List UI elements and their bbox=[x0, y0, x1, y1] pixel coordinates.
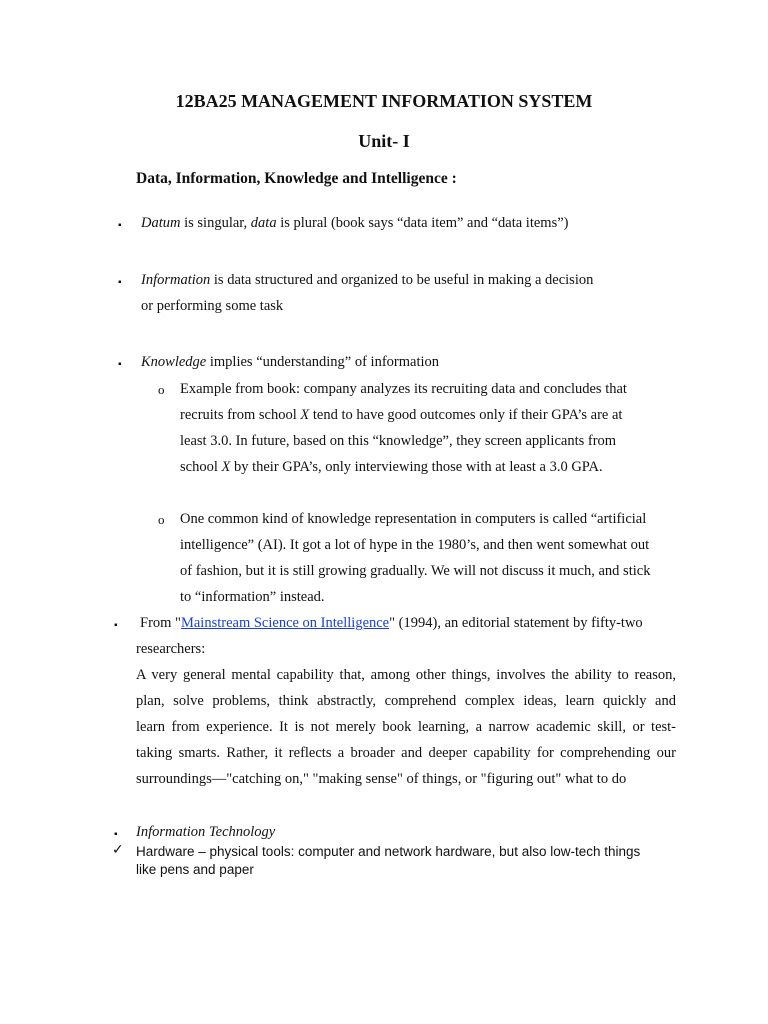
quote-line-3: learn from experience. It is not merely book learning, a narrow academic skill, or test- bbox=[136, 719, 676, 735]
quote-line-5: surroundings—"catching on," "making sense" of things, or "figuring out" what to do bbox=[136, 771, 627, 787]
square-bullet-icon: ▪ bbox=[118, 277, 122, 288]
bullet-information: Information is data structured and organized to be useful in making a decision bbox=[141, 272, 594, 288]
term-data: data bbox=[250, 215, 277, 231]
bullet-intelligence: From "Mainstream Science on Intelligence" (1994), an editorial statement by fifty-two bbox=[140, 615, 643, 631]
bullet-knowledge: Knowledge implies “understanding” of information bbox=[141, 354, 440, 370]
bullet-information-line2: or performing some task bbox=[141, 298, 284, 314]
sub-bullet-ai-line2: intelligence” (AI). It got a lot of hype in the 1980’s, and then went somewhat out bbox=[180, 537, 650, 553]
quote-line-4: taking smarts. Rather, it reflects a broader and deeper capability for comprehending our bbox=[136, 745, 676, 761]
term-information: Information bbox=[141, 272, 211, 288]
sub-bullet-example-line3: least 3.0. In future, based on this “knowledge”, they screen applicants from bbox=[180, 433, 617, 449]
sub-bullet-example-line1: Example from book: company analyzes its recruiting data and concludes that bbox=[180, 381, 627, 397]
circle-bullet-icon: o bbox=[158, 512, 165, 527]
square-bullet-icon: ▪ bbox=[114, 829, 118, 840]
sub-bullet-ai-line1: One common kind of knowledge representation in computers is called “artificial bbox=[180, 511, 647, 527]
bullet-information-technology: Information Technology bbox=[136, 824, 276, 840]
page-title: 12BA25 MANAGEMENT INFORMATION SYSTEM bbox=[175, 91, 593, 111]
sub-bullet-example-line2: recruits from school X tend to have good outcomes only if their GPA’s are at bbox=[180, 407, 623, 423]
hardware-line2: like pens and paper bbox=[136, 862, 254, 877]
section-heading: Data, Information, Knowledge and Intelligence : bbox=[136, 170, 457, 187]
sub-bullet-example-line4: school X by their GPA’s, only interviewing those with at least a 3.0 GPA. bbox=[180, 459, 603, 475]
term-datum: Datum bbox=[141, 215, 181, 231]
term-knowledge: Knowledge bbox=[141, 354, 207, 370]
quote-line-1: A very general mental capability that, among other things, involves the ability to reason, bbox=[136, 667, 676, 683]
square-bullet-icon: ▪ bbox=[118, 220, 122, 231]
square-bullet-icon: ▪ bbox=[114, 620, 118, 631]
hardware-line1: Hardware – physical tools: computer and network hardware, but also low-tech things bbox=[136, 844, 641, 859]
square-bullet-icon: ▪ bbox=[118, 359, 122, 370]
sub-bullet-ai-line3: of fashion, but it is still growing gradually. We will not discuss it much, and stick bbox=[180, 563, 651, 579]
bullet-intelligence-line2: researchers: bbox=[136, 641, 206, 657]
mainstream-science-link[interactable]: Mainstream Science on Intelligence bbox=[180, 615, 390, 631]
bullet-datum: Datum is singular, data is plural (book says “data item” and “data items”) bbox=[141, 215, 569, 231]
quote-line-2: plan, solve problems, think abstractly, comprehend complex ideas, learn quickly and bbox=[136, 693, 676, 709]
unit-heading: Unit- I bbox=[358, 131, 410, 151]
sub-bullet-ai-line4: to “information” instead. bbox=[180, 589, 325, 605]
checkmark-icon: ✓ bbox=[112, 842, 124, 858]
circle-bullet-icon: o bbox=[158, 382, 165, 397]
